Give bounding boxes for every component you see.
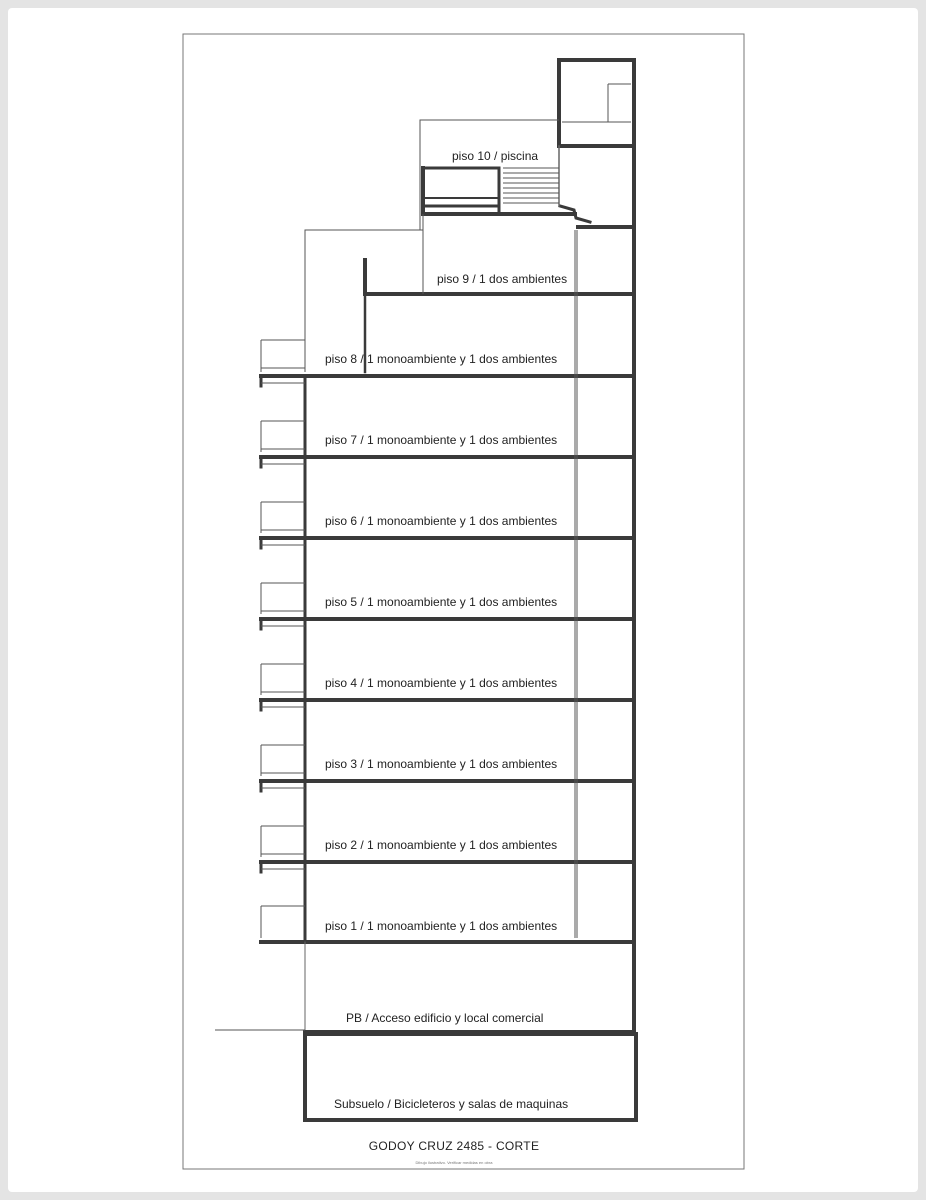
level-label-piso-1: piso 1 / 1 monoambiente y 1 dos ambientes (325, 919, 558, 933)
level-label-piso-2: piso 2 / 1 monoambiente y 1 dos ambientes (325, 838, 558, 852)
level-label-piso-4: piso 4 / 1 monoambiente y 1 dos ambientes (325, 676, 558, 690)
level-label-piso-10: piso 10 / piscina (452, 149, 539, 163)
level-label-piso-6: piso 6 / 1 monoambiente y 1 dos ambientes (325, 514, 558, 528)
level-label-subsuelo: Subsuelo / Bicicleteros y salas de maquinas (334, 1097, 569, 1111)
level-label-piso-5: piso 5 / 1 monoambiente y 1 dos ambientes (325, 595, 558, 609)
drawing-title: GODOY CRUZ 2485 - CORTE (368, 1139, 540, 1153)
drawing-note: Dibujo ilustrativo. Verificar medidas en obra (415, 1160, 493, 1165)
level-label-piso-9: piso 9 / 1 dos ambientes (437, 272, 568, 286)
level-label-pb: PB / Acceso edificio y local comercial (346, 1011, 544, 1025)
level-label-piso-7: piso 7 / 1 monoambiente y 1 dos ambientes (325, 433, 558, 447)
level-label-piso-8: piso 8 / 1 monoambiente y 1 dos ambientes (325, 352, 558, 366)
level-label-piso-3: piso 3 / 1 monoambiente y 1 dos ambientes (325, 757, 558, 771)
